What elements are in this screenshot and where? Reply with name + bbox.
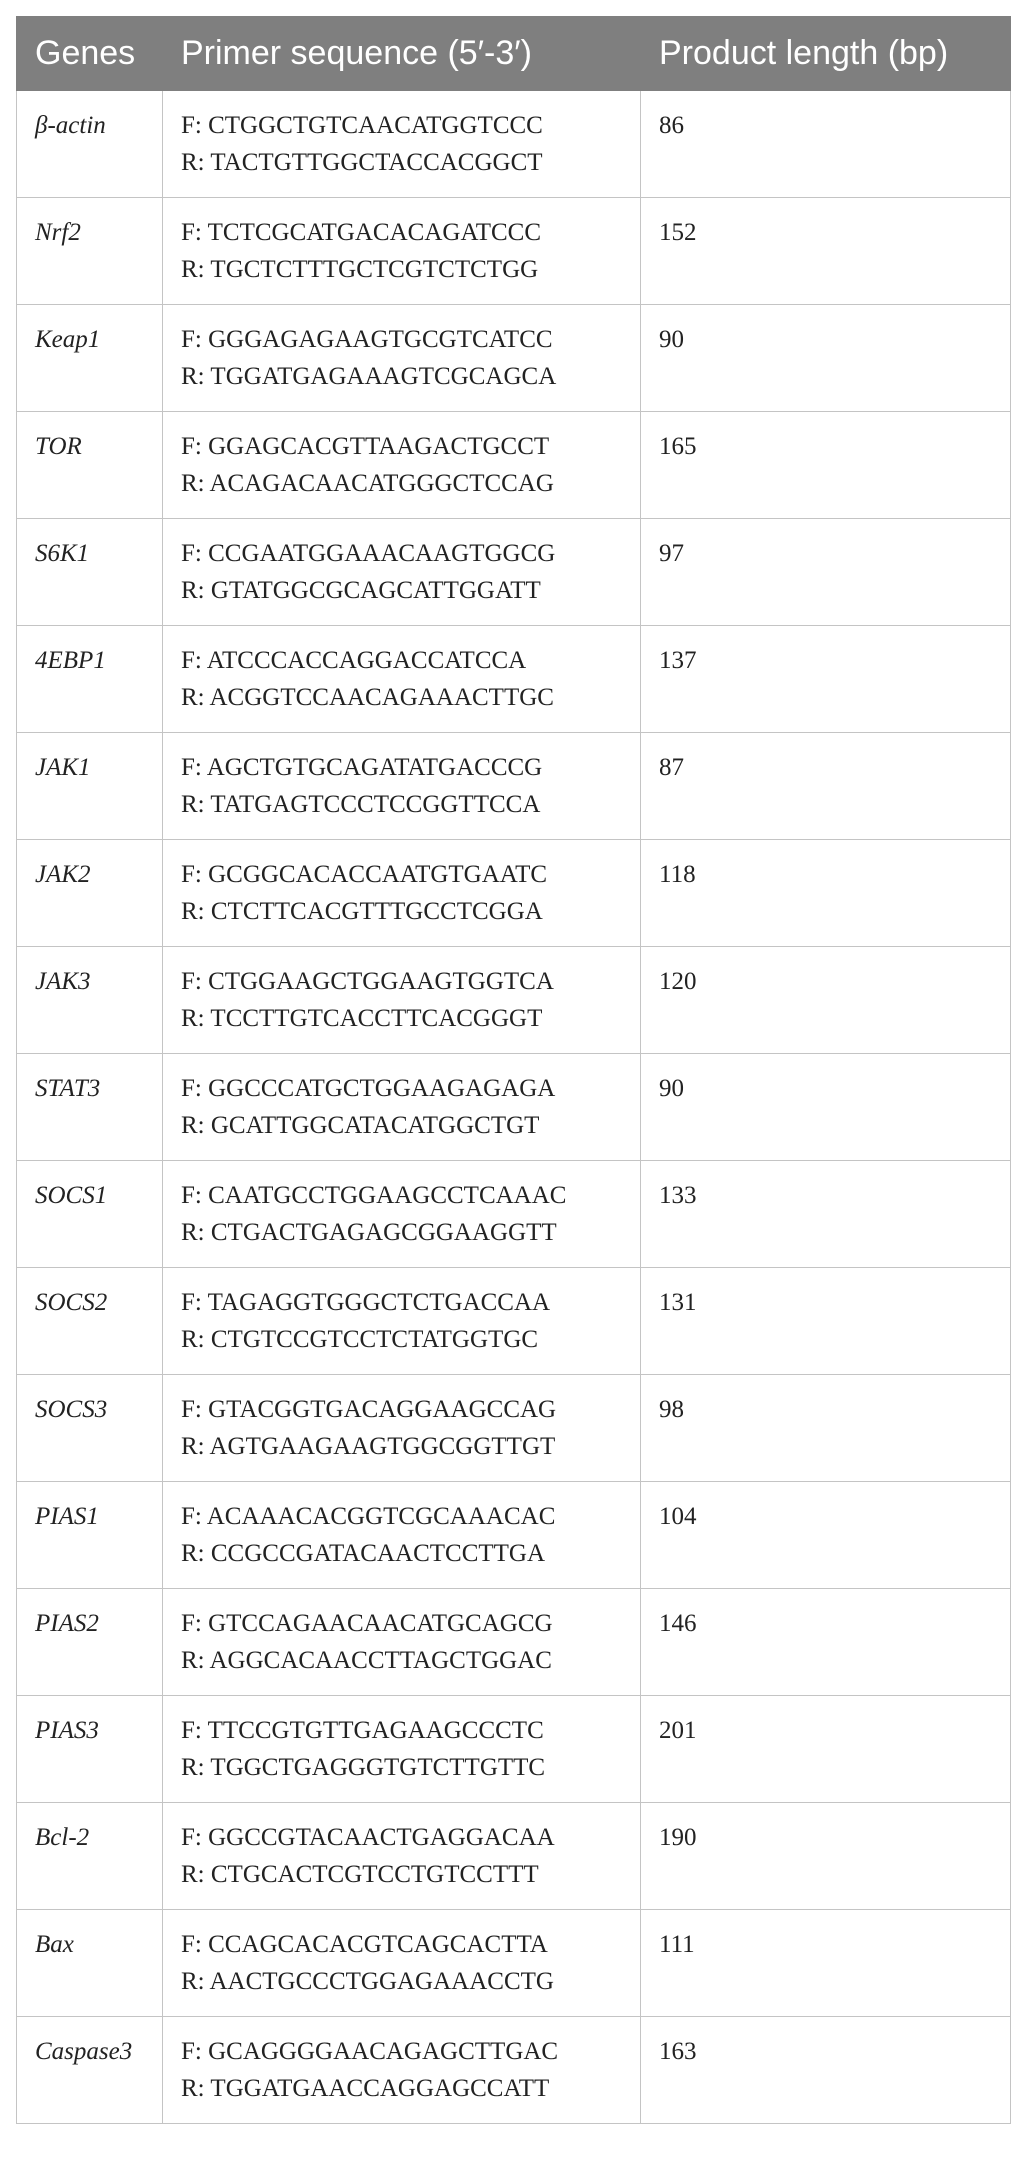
gene-name-cell: S6K1 (17, 519, 163, 626)
primer-sequence-cell (163, 198, 641, 305)
forward-primer: F: CCAGCACACGTCAGCACTTA (181, 1931, 548, 1958)
product-length-cell: 190 (641, 1803, 1011, 1910)
gene-name-cell: JAK1 (17, 733, 163, 840)
product-length-cell: 111 (641, 1910, 1011, 2017)
forward-primer: F: GCAGGGGAACAGAGCTTGAC (181, 2038, 559, 2065)
forward-primer: F: TAGAGGTGGGCTCTGACCAA (181, 1289, 551, 1316)
primer-sequence-cell (163, 733, 641, 840)
table-row (17, 1375, 1011, 1482)
gene-name-cell: SOCS3 (17, 1375, 163, 1482)
primer-sequence-cell (163, 1589, 641, 1696)
primer-sequence-cell (163, 91, 641, 198)
product-length-cell: 201 (641, 1696, 1011, 1803)
reverse-primer: R: AACTGCCCTGGAGAAACCTG (181, 1968, 554, 1995)
gene-name-cell: Nrf2 (17, 198, 163, 305)
table-row (17, 519, 1011, 626)
primer-sequence-cell (163, 1696, 641, 1803)
reverse-primer: R: ACAGACAACATGGGCTCCAG (181, 470, 554, 497)
reverse-primer: R: TGCTCTTTGCTCGTCTCTGG (181, 256, 539, 283)
forward-primer: F: TCTCGCATGACACAGATCCC (181, 219, 542, 246)
primer-sequence-cell (163, 1161, 641, 1268)
product-length-cell: 146 (641, 1589, 1011, 1696)
forward-primer: F: GGCCCATGCTGGAAGAGAGA (181, 1075, 556, 1102)
table-row (17, 1910, 1011, 2017)
product-length-cell: 165 (641, 412, 1011, 519)
reverse-primer: R: ACGGTCCAACAGAAACTTGC (181, 684, 554, 711)
reverse-primer: R: TATGAGTCCCTCCGGTTCCA (181, 791, 541, 818)
reverse-primer: R: CTCTTCACGTTTGCCTCGGA (181, 898, 543, 925)
table-row (17, 305, 1011, 412)
table-row (17, 1268, 1011, 1375)
product-length-cell: 86 (641, 91, 1011, 198)
table-row (17, 198, 1011, 305)
product-length-cell: 90 (641, 1054, 1011, 1161)
table-row (17, 1161, 1011, 1268)
header-primer-sequence: Primer sequence (5′-3′) (163, 17, 641, 91)
table-row (17, 626, 1011, 733)
table-row (17, 1803, 1011, 1910)
forward-primer: F: ACAAACACGGTCGCAAACAC (181, 1503, 556, 1530)
product-length-cell: 131 (641, 1268, 1011, 1375)
product-length-cell: 163 (641, 2017, 1011, 2124)
table-row (17, 91, 1011, 198)
gene-name-cell: SOCS1 (17, 1161, 163, 1268)
gene-name-cell: Caspase3 (17, 2017, 163, 2124)
table-row (17, 1482, 1011, 1589)
reverse-primer: R: TCCTTGTCACCTTCACGGGT (181, 1005, 543, 1032)
product-length-cell: 118 (641, 840, 1011, 947)
forward-primer: F: GTCCAGAACAACATGCAGCG (181, 1610, 553, 1637)
gene-name-cell: STAT3 (17, 1054, 163, 1161)
product-length-cell: 152 (641, 198, 1011, 305)
table-row (17, 1589, 1011, 1696)
product-length-cell: 97 (641, 519, 1011, 626)
gene-name-cell: Bcl-2 (17, 1803, 163, 1910)
product-length-cell: 104 (641, 1482, 1011, 1589)
reverse-primer: R: CTGTCCGTCCTCTATGGTGC (181, 1326, 539, 1353)
gene-name-cell: 4EBP1 (17, 626, 163, 733)
forward-primer: F: GGCCGTACAACTGAGGACAA (181, 1824, 555, 1851)
gene-name-cell: PIAS1 (17, 1482, 163, 1589)
forward-primer: F: AGCTGTGCAGATATGACCCG (181, 754, 543, 781)
reverse-primer: R: CTGACTGAGAGCGGAAGGTT (181, 1219, 557, 1246)
reverse-primer: R: TGGATGAACCAGGAGCCATT (181, 2075, 550, 2102)
reverse-primer: R: AGTGAAGAAGTGGCGGTTGT (181, 1433, 556, 1460)
gene-name-cell: Bax (17, 1910, 163, 2017)
primer-table-container (16, 16, 1010, 2124)
reverse-primer: R: GTATGGCGCAGCATTGGATT (181, 577, 541, 604)
table-row (17, 1054, 1011, 1161)
forward-primer: F: GCGGCACACCAATGTGAATC (181, 861, 548, 888)
table-row (17, 1696, 1011, 1803)
primer-sequence-cell (163, 305, 641, 412)
reverse-primer: R: GCATTGGCATACATGGCTGT (181, 1112, 540, 1139)
product-length-cell: 90 (641, 305, 1011, 412)
primer-sequence-cell (163, 1054, 641, 1161)
product-length-cell: 133 (641, 1161, 1011, 1268)
forward-primer: F: CTGGAAGCTGGAAGTGGTCA (181, 968, 554, 995)
reverse-primer: R: TACTGTTGGCTACCACGGCT (181, 149, 543, 176)
header-product-length: Product length (bp) (641, 17, 1011, 91)
header-genes: Genes (17, 17, 163, 91)
primer-sequence-cell (163, 519, 641, 626)
gene-name-cell: SOCS2 (17, 1268, 163, 1375)
forward-primer: F: TTCCGTGTTGAGAAGCCCTC (181, 1717, 544, 1744)
table-body (17, 91, 1011, 2124)
primer-sequence-cell (163, 1910, 641, 2017)
gene-name-cell: JAK2 (17, 840, 163, 947)
table-row (17, 947, 1011, 1054)
primer-sequence-cell (163, 2017, 641, 2124)
forward-primer: F: CCGAATGGAAACAAGTGGCG (181, 540, 556, 567)
primer-sequence-cell (163, 412, 641, 519)
primer-sequence-cell (163, 1803, 641, 1910)
table-row (17, 412, 1011, 519)
forward-primer: F: CTGGCTGTCAACATGGTCCC (181, 112, 543, 139)
reverse-primer: R: CTGCACTCGTCCTGTCCTTT (181, 1861, 539, 1888)
table-row (17, 2017, 1011, 2124)
product-length-cell: 120 (641, 947, 1011, 1054)
product-length-cell: 98 (641, 1375, 1011, 1482)
forward-primer: F: GGGAGAGAAGTGCGTCATCC (181, 326, 553, 353)
forward-primer: F: GTACGGTGACAGGAAGCCAG (181, 1396, 557, 1423)
primer-sequence-cell (163, 1375, 641, 1482)
forward-primer: F: CAATGCCTGGAAGCCTCAAAC (181, 1182, 567, 1209)
primer-table (16, 16, 1011, 2124)
forward-primer: F: ATCCCACCAGGACCATCCA (181, 647, 527, 674)
product-length-cell: 87 (641, 733, 1011, 840)
table-header (17, 17, 1011, 91)
primer-sequence-cell (163, 1268, 641, 1375)
gene-name-cell: Keap1 (17, 305, 163, 412)
gene-name-cell: JAK3 (17, 947, 163, 1054)
gene-name-cell: PIAS2 (17, 1589, 163, 1696)
primer-sequence-cell (163, 840, 641, 947)
reverse-primer: R: AGGCACAACCTTAGCTGGAC (181, 1647, 552, 1674)
reverse-primer: R: TGGCTGAGGGTGTCTTGTTC (181, 1754, 546, 1781)
reverse-primer: R: CCGCCGATACAACTCCTTGA (181, 1540, 546, 1567)
gene-name-cell: TOR (17, 412, 163, 519)
header-row (17, 17, 1011, 91)
gene-name-cell: PIAS3 (17, 1696, 163, 1803)
primer-sequence-cell (163, 626, 641, 733)
product-length-cell: 137 (641, 626, 1011, 733)
table-row (17, 840, 1011, 947)
primer-sequence-cell (163, 947, 641, 1054)
table-row (17, 733, 1011, 840)
reverse-primer: R: TGGATGAGAAAGTCGCAGCA (181, 363, 557, 390)
primer-sequence-cell (163, 1482, 641, 1589)
gene-name-cell: β-actin (17, 91, 163, 198)
forward-primer: F: GGAGCACGTTAAGACTGCCT (181, 433, 550, 460)
